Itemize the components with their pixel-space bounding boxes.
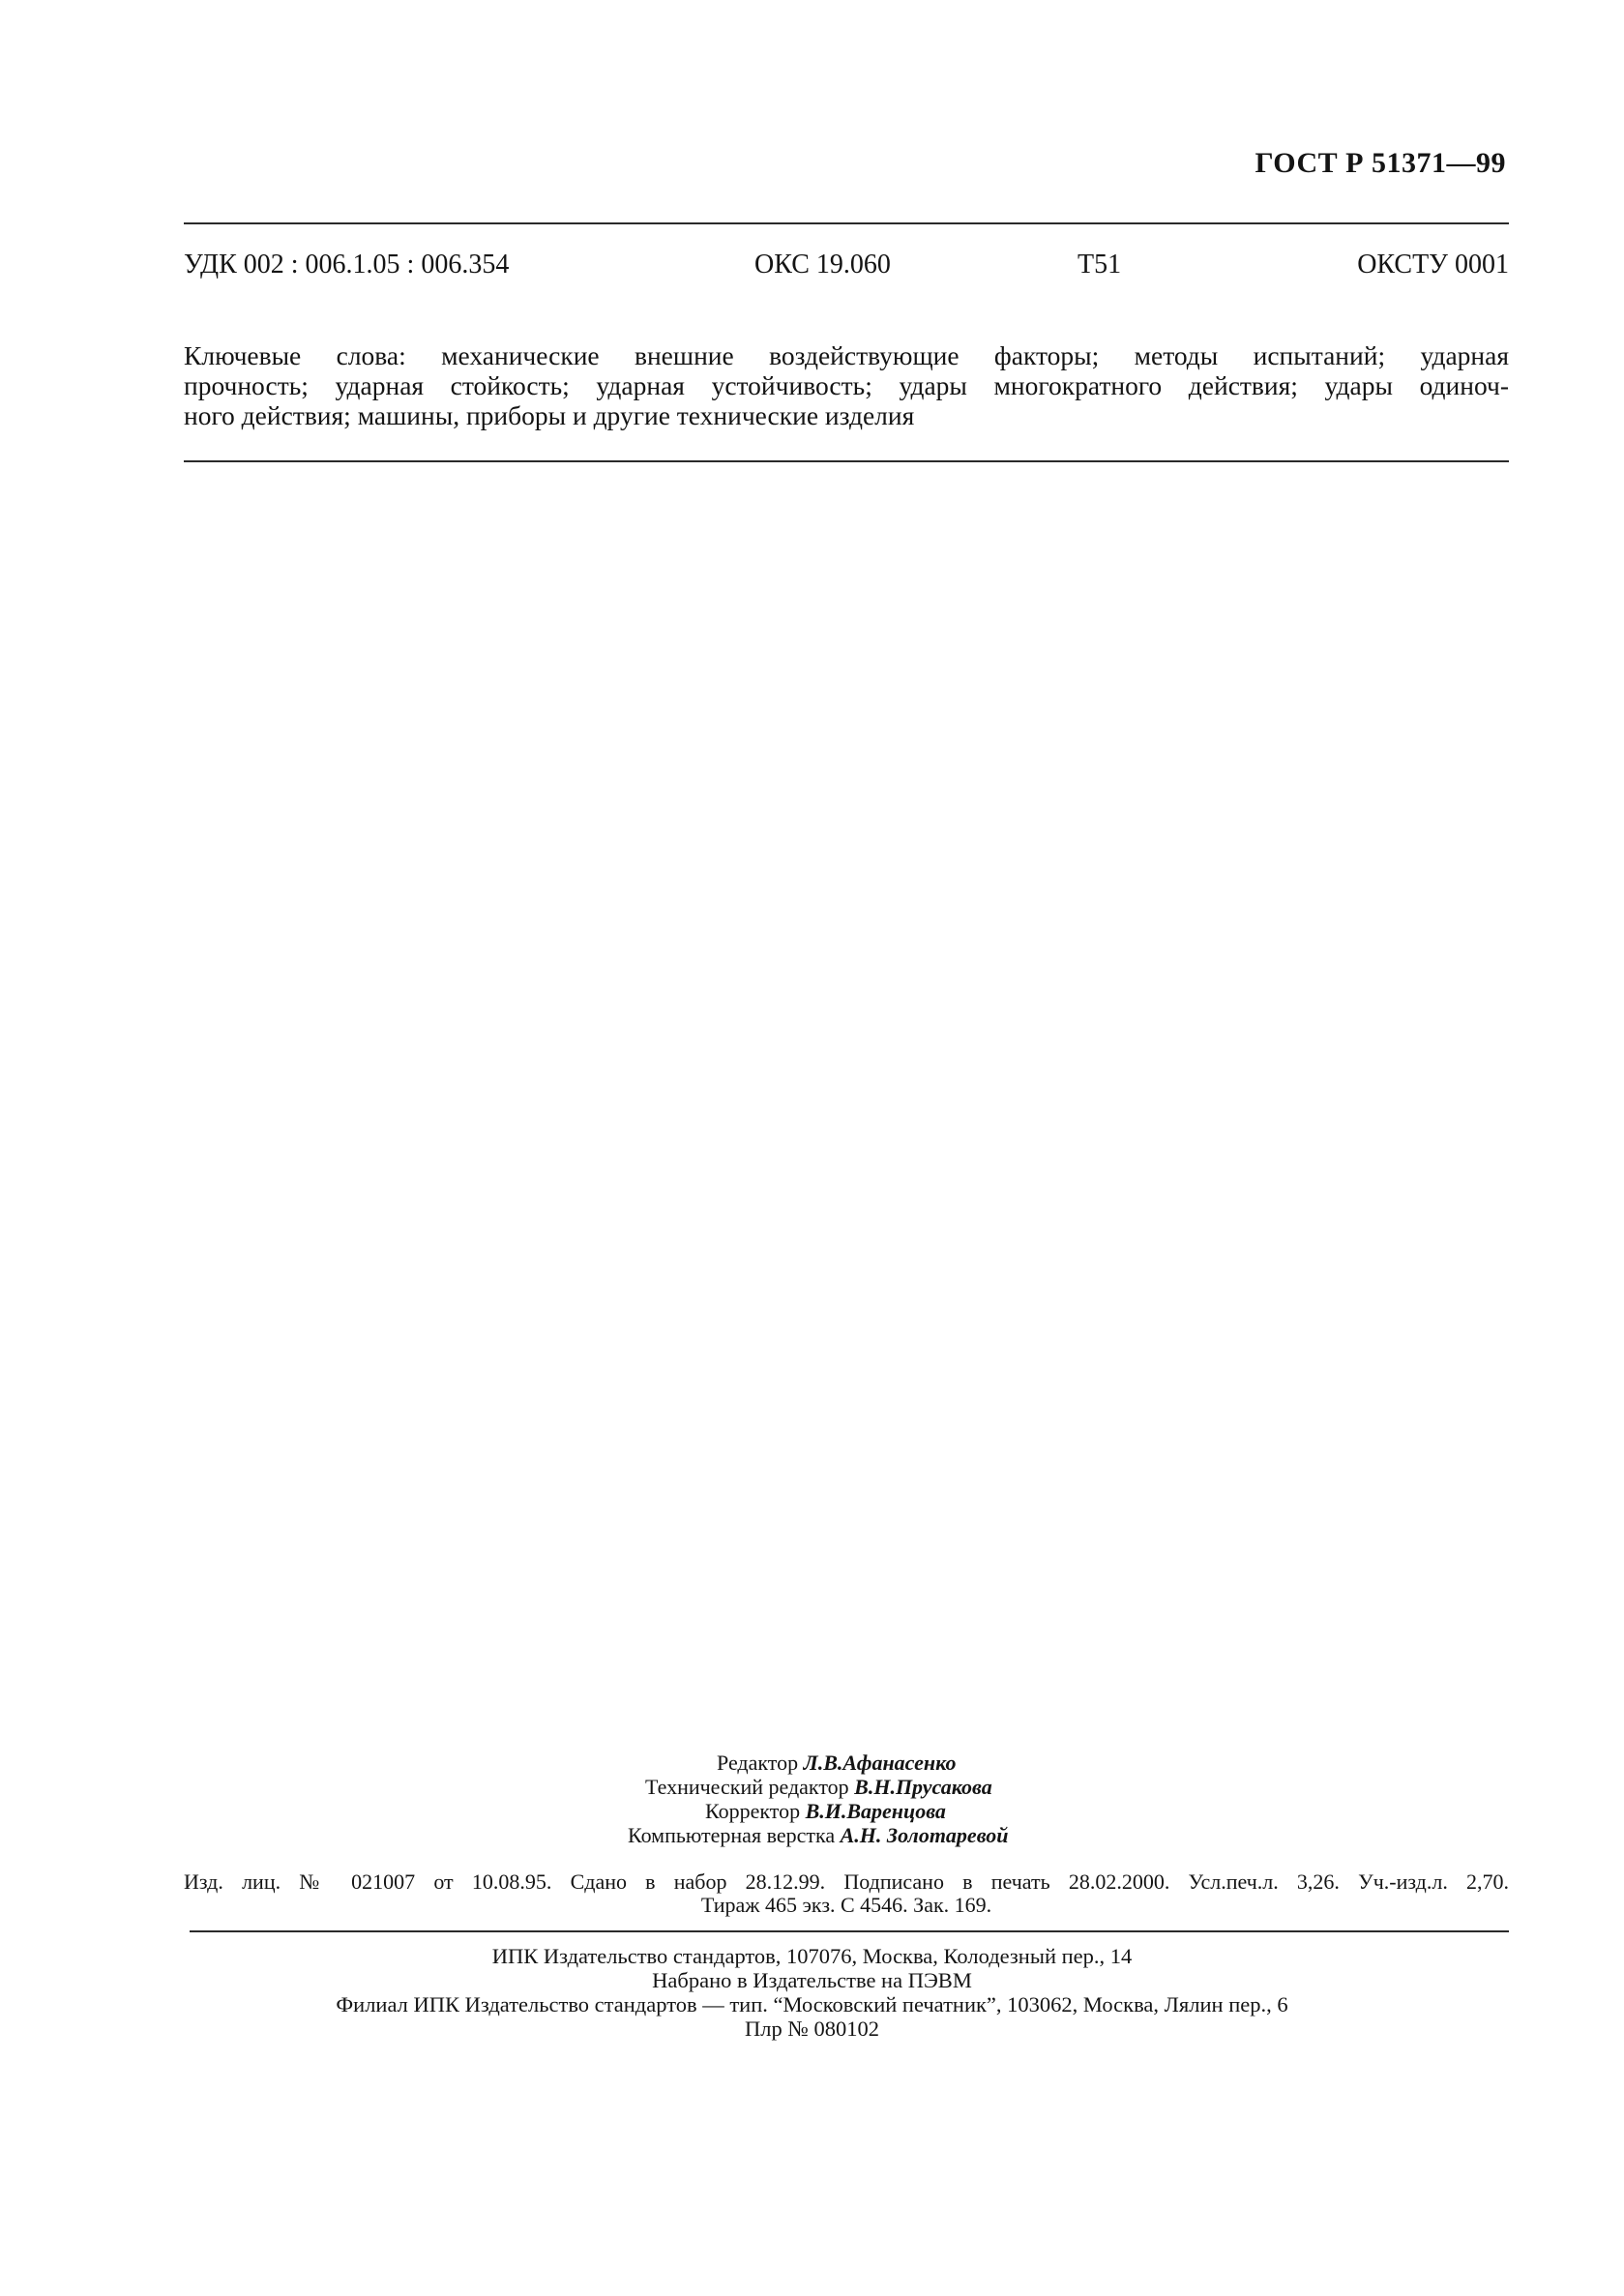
submitted-info: Сдано в набор 28.12.99. [570, 1869, 826, 1894]
credit-tech-editor [645, 1775, 992, 1799]
imprint-line-1 [184, 1870, 1509, 1894]
publisher-line-3: Филиал ИПК Издательство стандартов — тип. “Московский печатник”, 103062, Москва, Лялин пер., 6 [336, 1992, 1288, 2016]
standard-number: ГОСТ Р 51371—99 [1255, 147, 1506, 179]
editor-role: Редактор [717, 1751, 799, 1775]
classification-row [184, 250, 1509, 288]
corrector-name: В.И.Варенцова [805, 1799, 946, 1823]
credit-corrector [705, 1799, 946, 1823]
layout-role: Компьютерная верстка [628, 1823, 836, 1847]
keywords-line-2: прочность; ударная стойкость; ударная устойчивость; удары многократного действия; удары одиноч- [184, 370, 1509, 400]
keywords-line-1: Ключевые слова: механические внешние воздействующие факторы; методы испытаний; ударная [184, 340, 1509, 370]
keywords-divider [184, 460, 1509, 462]
print-sheets-info: Усл.печ.л. 3,26. [1188, 1869, 1340, 1894]
credit-editor [717, 1751, 956, 1775]
publisher-line-1: ИПК Издательство стандартов, 107076, Москва, Колодезный пер., 14 [491, 1944, 1133, 1968]
run-info: Тираж 465 экз. С 4546. Зак. 169. [700, 1893, 992, 1917]
layout-name: А.Н. Золотаревой [840, 1823, 1009, 1847]
license-info: Изд. лиц. № 021007 от 10.08.95. [184, 1869, 552, 1894]
oks-code: ОКС 19.060 [754, 250, 891, 280]
pub-sheets-info: Уч.-изд.л. 2,70. [1358, 1869, 1510, 1894]
header-divider [184, 222, 1509, 224]
group-code: Т51 [1078, 250, 1122, 280]
tech-editor-name: В.Н.Прусакова [854, 1775, 992, 1799]
publisher-block [0, 1944, 1624, 2041]
tech-editor-role: Технический редактор [645, 1775, 849, 1799]
credit-layout [628, 1823, 1008, 1847]
publisher-line-4: Плр № 080102 [745, 2016, 879, 2041]
keywords-line-3: ного действия; машины, приборы и другие технические изделия [184, 400, 915, 430]
corrector-role: Корректор [705, 1799, 801, 1823]
imprint-block [184, 1870, 1509, 1917]
okstu-code: ОКСТУ 0001 [1357, 250, 1509, 280]
publisher-line-2: Набрано в Издательстве на ПЭВМ [652, 1968, 972, 1992]
editor-name: Л.В.Афанасенко [803, 1751, 957, 1775]
keywords-paragraph [184, 340, 1509, 430]
signed-info: Подписано в печать 28.02.2000. [843, 1869, 1170, 1894]
imprint-divider [190, 1930, 1509, 1932]
udk-code: УДК 002 : 006.1.05 : 006.354 [184, 250, 510, 280]
